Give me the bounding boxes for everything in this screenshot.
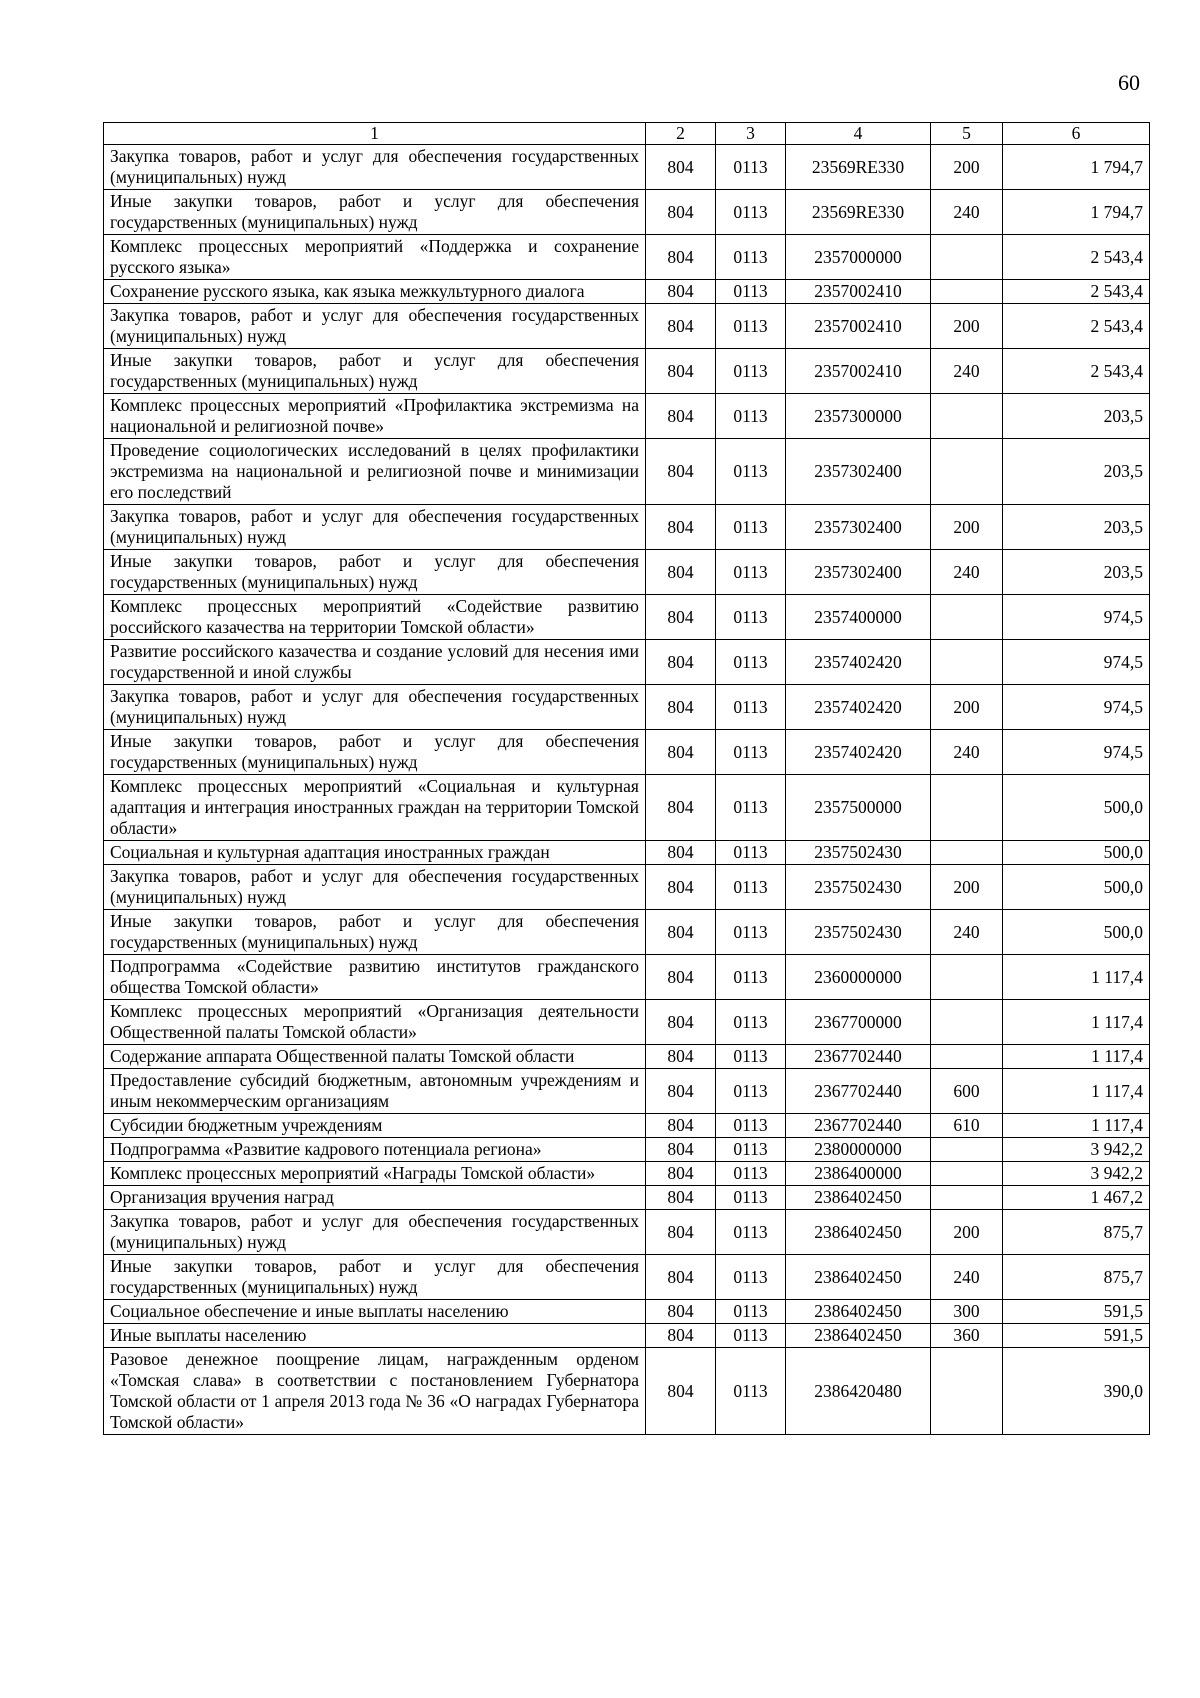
- amount-cell: 203,5: [1003, 505, 1150, 550]
- amount-cell: 3 942,2: [1003, 1138, 1150, 1162]
- target-code-cell: 2367700000: [786, 1000, 931, 1045]
- expense-type-cell: [931, 640, 1003, 685]
- table-row: [104, 1300, 1150, 1324]
- target-code-cell: 2357300000: [786, 394, 931, 439]
- target-code-cell: 2357402420: [786, 730, 931, 775]
- amount-cell: 500,0: [1003, 910, 1150, 955]
- name-cell: Иные закупки товаров, работ и услуг для обеспечения государственных (муниципальных) нужд: [104, 349, 646, 394]
- expense-type-cell: [931, 1138, 1003, 1162]
- target-code-cell: 2367702440: [786, 1045, 931, 1069]
- name-cell: Закупка товаров, работ и услуг для обеспечения государственных (муниципальных) нужд: [104, 505, 646, 550]
- section-cell: 804: [646, 304, 716, 349]
- expense-type-cell: 360: [931, 1324, 1003, 1348]
- expense-type-cell: 200: [931, 145, 1003, 190]
- expense-type-cell: 240: [931, 190, 1003, 235]
- section-cell: 804: [646, 394, 716, 439]
- table-row: [104, 910, 1150, 955]
- subsection-cell: 0113: [716, 1162, 786, 1186]
- expense-type-cell: [931, 280, 1003, 304]
- table-row: [104, 190, 1150, 235]
- name-cell: Содержание аппарата Общественной палаты Томской области: [104, 1045, 646, 1069]
- name-cell: Организация вручения наград: [104, 1186, 646, 1210]
- amount-cell: 1 117,4: [1003, 955, 1150, 1000]
- target-code-cell: 2360000000: [786, 955, 931, 1000]
- section-cell: 804: [646, 1324, 716, 1348]
- header-cell-4: 4: [786, 123, 931, 145]
- target-code-cell: 2357002410: [786, 349, 931, 394]
- table-row: [104, 595, 1150, 640]
- subsection-cell: 0113: [716, 841, 786, 865]
- name-cell: Разовое денежное поощрение лицам, награжденным орденом «Томская слава» в соответствии с постановлением Губернатора Томской области от 1 апреля 2013 года № 36 «О наградах Губернатора Томской области»: [104, 1348, 646, 1435]
- table-row: [104, 394, 1150, 439]
- table-row: [104, 550, 1150, 595]
- table-row: [104, 1162, 1150, 1186]
- subsection-cell: 0113: [716, 910, 786, 955]
- amount-cell: 2 543,4: [1003, 304, 1150, 349]
- subsection-cell: 0113: [716, 439, 786, 505]
- amount-cell: 1 117,4: [1003, 1000, 1150, 1045]
- name-cell: Закупка товаров, работ и услуг для обеспечения государственных (муниципальных) нужд: [104, 304, 646, 349]
- section-cell: 804: [646, 439, 716, 505]
- header-cell-5: 5: [931, 123, 1003, 145]
- section-cell: 804: [646, 685, 716, 730]
- expense-type-cell: 200: [931, 685, 1003, 730]
- target-code-cell: 2367702440: [786, 1114, 931, 1138]
- table-row: [104, 145, 1150, 190]
- target-code-cell: 2380000000: [786, 1138, 931, 1162]
- section-cell: 804: [646, 595, 716, 640]
- budget-table: [103, 122, 1150, 1435]
- name-cell: Закупка товаров, работ и услуг для обеспечения государственных (муниципальных) нужд: [104, 685, 646, 730]
- name-cell: Социальная и культурная адаптация иностранных граждан: [104, 841, 646, 865]
- subsection-cell: 0113: [716, 505, 786, 550]
- target-code-cell: 2357000000: [786, 235, 931, 280]
- name-cell: Комплекс процессных мероприятий «Содействие развитию российского казачества на территории Томской области»: [104, 595, 646, 640]
- expense-type-cell: [931, 1162, 1003, 1186]
- target-code-cell: 2386420480: [786, 1348, 931, 1435]
- target-code-cell: 2357002410: [786, 304, 931, 349]
- expense-type-cell: 240: [931, 1255, 1003, 1300]
- table-row: [104, 1324, 1150, 1348]
- subsection-cell: 0113: [716, 1210, 786, 1255]
- header-cell-6: 6: [1003, 123, 1150, 145]
- expense-type-cell: [931, 1045, 1003, 1069]
- target-code-cell: 2357502430: [786, 865, 931, 910]
- amount-cell: 500,0: [1003, 841, 1150, 865]
- target-code-cell: 2386402450: [786, 1186, 931, 1210]
- table-row: [104, 1255, 1150, 1300]
- page-number: 60: [1118, 70, 1140, 95]
- target-code-cell: 2386402450: [786, 1300, 931, 1324]
- target-code-cell: 2357500000: [786, 775, 931, 841]
- section-cell: 804: [646, 280, 716, 304]
- expense-type-cell: 200: [931, 304, 1003, 349]
- amount-cell: 500,0: [1003, 865, 1150, 910]
- subsection-cell: 0113: [716, 1069, 786, 1114]
- expense-type-cell: [931, 235, 1003, 280]
- section-cell: 804: [646, 640, 716, 685]
- target-code-cell: 2357400000: [786, 595, 931, 640]
- table-row: [104, 1045, 1150, 1069]
- subsection-cell: 0113: [716, 730, 786, 775]
- amount-cell: 1 117,4: [1003, 1045, 1150, 1069]
- expense-type-cell: [931, 1186, 1003, 1210]
- table-row: [104, 1069, 1150, 1114]
- table-row: [104, 730, 1150, 775]
- table-row: [104, 865, 1150, 910]
- header-cell-2: 2: [646, 123, 716, 145]
- table-header-row: [104, 123, 1150, 145]
- amount-cell: 591,5: [1003, 1324, 1150, 1348]
- expense-type-cell: [931, 841, 1003, 865]
- expense-type-cell: [931, 775, 1003, 841]
- name-cell: Иные выплаты населению: [104, 1324, 646, 1348]
- amount-cell: 203,5: [1003, 394, 1150, 439]
- expense-type-cell: [931, 1348, 1003, 1435]
- amount-cell: 390,0: [1003, 1348, 1150, 1435]
- name-cell: Комплекс процессных мероприятий «Организация деятельности Общественной палаты Томской области»: [104, 1000, 646, 1045]
- header-cell-1: 1: [104, 123, 646, 145]
- amount-cell: 875,7: [1003, 1210, 1150, 1255]
- expense-type-cell: [931, 955, 1003, 1000]
- amount-cell: 591,5: [1003, 1300, 1150, 1324]
- target-code-cell: 2357002410: [786, 280, 931, 304]
- table-row: [104, 1348, 1150, 1435]
- section-cell: 804: [646, 1162, 716, 1186]
- name-cell: Подпрограмма «Содействие развитию институтов гражданского общества Томской области»: [104, 955, 646, 1000]
- amount-cell: 2 543,4: [1003, 235, 1150, 280]
- section-cell: 804: [646, 1069, 716, 1114]
- amount-cell: 500,0: [1003, 775, 1150, 841]
- subsection-cell: 0113: [716, 1255, 786, 1300]
- table-row: [104, 640, 1150, 685]
- name-cell: Сохранение русского языка, как языка межкультурного диалога: [104, 280, 646, 304]
- name-cell: Иные закупки товаров, работ и услуг для обеспечения государственных (муниципальных) нужд: [104, 730, 646, 775]
- table-row: [104, 841, 1150, 865]
- section-cell: 804: [646, 505, 716, 550]
- target-code-cell: 23569RE330: [786, 190, 931, 235]
- section-cell: 804: [646, 910, 716, 955]
- section-cell: 804: [646, 1348, 716, 1435]
- expense-type-cell: 200: [931, 1210, 1003, 1255]
- name-cell: Закупка товаров, работ и услуг для обеспечения государственных (муниципальных) нужд: [104, 1210, 646, 1255]
- subsection-cell: 0113: [716, 280, 786, 304]
- target-code-cell: 2357402420: [786, 685, 931, 730]
- section-cell: 804: [646, 730, 716, 775]
- expense-type-cell: [931, 595, 1003, 640]
- name-cell: Проведение социологических исследований в целях профилактики экстремизма на национальной и религиозной почве и минимизации его последствий: [104, 439, 646, 505]
- expense-type-cell: 610: [931, 1114, 1003, 1138]
- table-row: [104, 1114, 1150, 1138]
- name-cell: Иные закупки товаров, работ и услуг для обеспечения государственных (муниципальных) нужд: [104, 190, 646, 235]
- target-code-cell: 2357502430: [786, 841, 931, 865]
- subsection-cell: 0113: [716, 955, 786, 1000]
- amount-cell: 974,5: [1003, 640, 1150, 685]
- target-code-cell: 2357302400: [786, 550, 931, 595]
- table-row: [104, 955, 1150, 1000]
- table-row: [104, 1000, 1150, 1045]
- table-row: [104, 280, 1150, 304]
- expense-type-cell: 200: [931, 505, 1003, 550]
- expense-type-cell: 240: [931, 730, 1003, 775]
- amount-cell: 1 794,7: [1003, 145, 1150, 190]
- target-code-cell: 2386402450: [786, 1210, 931, 1255]
- expense-type-cell: 600: [931, 1069, 1003, 1114]
- target-code-cell: 2357402420: [786, 640, 931, 685]
- expense-type-cell: 240: [931, 550, 1003, 595]
- header-cell-3: 3: [716, 123, 786, 145]
- target-code-cell: 2386402450: [786, 1255, 931, 1300]
- name-cell: Закупка товаров, работ и услуг для обеспечения государственных (муниципальных) нужд: [104, 865, 646, 910]
- table-row: [104, 685, 1150, 730]
- subsection-cell: 0113: [716, 349, 786, 394]
- name-cell: Комплекс процессных мероприятий «Социальная и культурная адаптация и интеграция иностранных граждан на территории Томской области»: [104, 775, 646, 841]
- target-code-cell: 2367702440: [786, 1069, 931, 1114]
- section-cell: 804: [646, 550, 716, 595]
- section-cell: 804: [646, 955, 716, 1000]
- subsection-cell: 0113: [716, 235, 786, 280]
- section-cell: 804: [646, 349, 716, 394]
- amount-cell: 1 117,4: [1003, 1069, 1150, 1114]
- name-cell: Комплекс процессных мероприятий «Профилактика экстремизма на национальной и религиозной почве»: [104, 394, 646, 439]
- expense-type-cell: [931, 394, 1003, 439]
- table-row: [104, 505, 1150, 550]
- subsection-cell: 0113: [716, 1138, 786, 1162]
- section-cell: 804: [646, 1114, 716, 1138]
- subsection-cell: 0113: [716, 550, 786, 595]
- name-cell: Иные закупки товаров, работ и услуг для обеспечения государственных (муниципальных) нужд: [104, 1255, 646, 1300]
- expense-type-cell: 300: [931, 1300, 1003, 1324]
- table-row: [104, 1138, 1150, 1162]
- section-cell: 804: [646, 1300, 716, 1324]
- amount-cell: 2 543,4: [1003, 349, 1150, 394]
- amount-cell: 974,5: [1003, 685, 1150, 730]
- table-row: [104, 304, 1150, 349]
- subsection-cell: 0113: [716, 865, 786, 910]
- name-cell: Закупка товаров, работ и услуг для обеспечения государственных (муниципальных) нужд: [104, 145, 646, 190]
- section-cell: 804: [646, 235, 716, 280]
- table-row: [104, 439, 1150, 505]
- expense-type-cell: 240: [931, 349, 1003, 394]
- subsection-cell: 0113: [716, 640, 786, 685]
- name-cell: Иные закупки товаров, работ и услуг для обеспечения государственных (муниципальных) нужд: [104, 910, 646, 955]
- amount-cell: 2 543,4: [1003, 280, 1150, 304]
- name-cell: Субсидии бюджетным учреждениям: [104, 1114, 646, 1138]
- name-cell: Социальное обеспечение и иные выплаты населению: [104, 1300, 646, 1324]
- target-code-cell: 2357302400: [786, 439, 931, 505]
- name-cell: Комплекс процессных мероприятий «Поддержка и сохранение русского языка»: [104, 235, 646, 280]
- name-cell: Развитие российского казачества и создание условий для несения ими государственной и иной службы: [104, 640, 646, 685]
- table-row: [104, 235, 1150, 280]
- section-cell: 804: [646, 841, 716, 865]
- subsection-cell: 0113: [716, 775, 786, 841]
- table-row: [104, 1210, 1150, 1255]
- section-cell: 804: [646, 190, 716, 235]
- subsection-cell: 0113: [716, 1114, 786, 1138]
- table-row: [104, 1186, 1150, 1210]
- section-cell: 804: [646, 1000, 716, 1045]
- subsection-cell: 0113: [716, 1186, 786, 1210]
- section-cell: 804: [646, 1138, 716, 1162]
- section-cell: 804: [646, 1186, 716, 1210]
- subsection-cell: 0113: [716, 1000, 786, 1045]
- name-cell: Иные закупки товаров, работ и услуг для обеспечения государственных (муниципальных) нужд: [104, 550, 646, 595]
- subsection-cell: 0113: [716, 1348, 786, 1435]
- table-row: [104, 775, 1150, 841]
- table-row: [104, 349, 1150, 394]
- amount-cell: 1 794,7: [1003, 190, 1150, 235]
- section-cell: 804: [646, 145, 716, 190]
- amount-cell: 974,5: [1003, 595, 1150, 640]
- amount-cell: 974,5: [1003, 730, 1150, 775]
- expense-type-cell: 200: [931, 865, 1003, 910]
- section-cell: 804: [646, 865, 716, 910]
- expense-type-cell: [931, 439, 1003, 505]
- section-cell: 804: [646, 775, 716, 841]
- amount-cell: 1 467,2: [1003, 1186, 1150, 1210]
- expense-type-cell: 240: [931, 910, 1003, 955]
- name-cell: Комплекс процессных мероприятий «Награды Томской области»: [104, 1162, 646, 1186]
- name-cell: Предоставление субсидий бюджетным, автономным учреждениям и иным некоммерческим организациям: [104, 1069, 646, 1114]
- subsection-cell: 0113: [716, 145, 786, 190]
- subsection-cell: 0113: [716, 1324, 786, 1348]
- target-code-cell: 23569RE330: [786, 145, 931, 190]
- target-code-cell: 2386402450: [786, 1324, 931, 1348]
- subsection-cell: 0113: [716, 1300, 786, 1324]
- amount-cell: 1 117,4: [1003, 1114, 1150, 1138]
- expense-type-cell: [931, 1000, 1003, 1045]
- subsection-cell: 0113: [716, 595, 786, 640]
- subsection-cell: 0113: [716, 304, 786, 349]
- subsection-cell: 0113: [716, 1045, 786, 1069]
- subsection-cell: 0113: [716, 394, 786, 439]
- target-code-cell: 2357302400: [786, 505, 931, 550]
- amount-cell: 3 942,2: [1003, 1162, 1150, 1186]
- target-code-cell: 2357502430: [786, 910, 931, 955]
- amount-cell: 203,5: [1003, 439, 1150, 505]
- section-cell: 804: [646, 1210, 716, 1255]
- subsection-cell: 0113: [716, 685, 786, 730]
- name-cell: Подпрограмма «Развитие кадрового потенциала региона»: [104, 1138, 646, 1162]
- section-cell: 804: [646, 1255, 716, 1300]
- section-cell: 804: [646, 1045, 716, 1069]
- table-body: [104, 123, 1150, 1435]
- amount-cell: 203,5: [1003, 550, 1150, 595]
- amount-cell: 875,7: [1003, 1255, 1150, 1300]
- target-code-cell: 2386400000: [786, 1162, 931, 1186]
- subsection-cell: 0113: [716, 190, 786, 235]
